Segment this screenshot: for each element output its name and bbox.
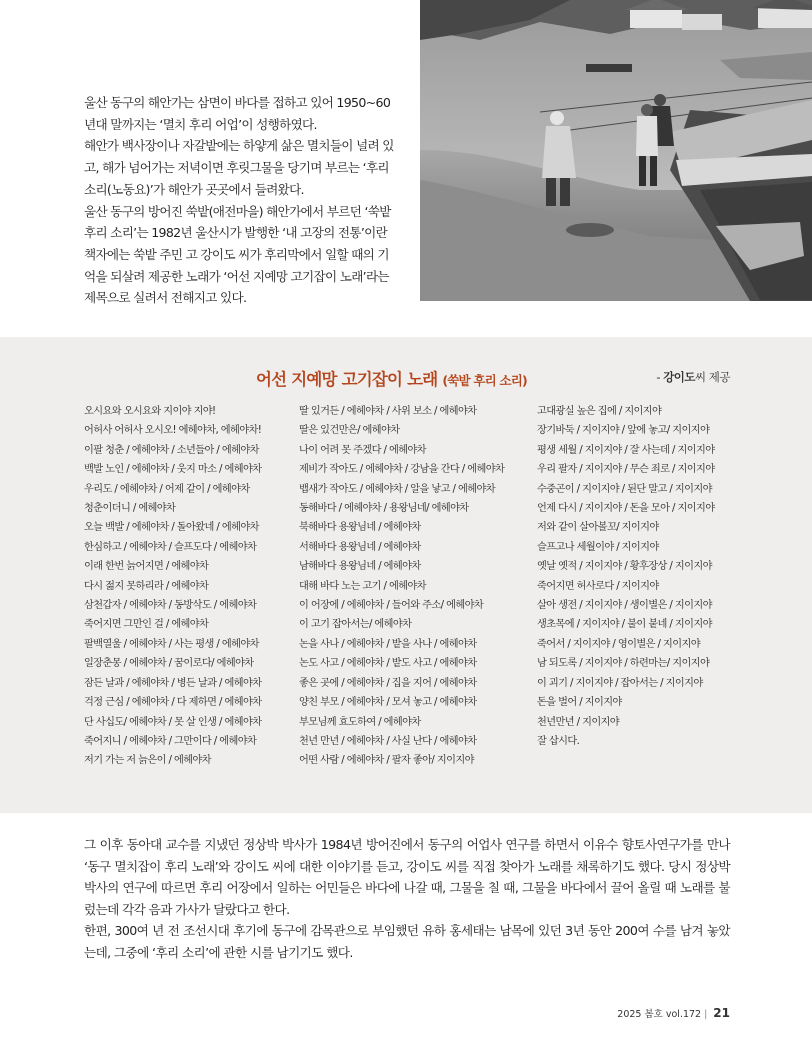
- lyric-line: 잘 삽시다.: [537, 735, 580, 747]
- lyric-line: 양친 부모 / 에헤야차 / 모셔 놓고 / 에헤야차: [299, 697, 477, 709]
- lyric-line: 북해바다 용왕님네 / 에헤야차: [299, 522, 421, 534]
- lyric-line: 우리도 / 에헤야차 / 어제 같이 / 에헤야차: [84, 483, 250, 495]
- lyric-line: 슬프고나 세월이야 / 지이지야: [537, 541, 659, 553]
- lyric-line: 일장춘몽 / 에헤야차 / 꿈이로다/ 에헤야차: [84, 658, 254, 670]
- outro-text: [84, 834, 730, 964]
- lyric-line: 죽어지니 / 에헤야차 / 그만이다 / 에헤야차: [84, 735, 257, 747]
- lyric-line: 평생 세월 / 지이지야 / 잘 사는데 / 지이지야: [537, 444, 715, 456]
- lyric-line: 어허사 어허사 오시오! 에헤야차, 에헤야차!: [84, 425, 262, 437]
- page-footer: [617, 1006, 730, 1020]
- lyric-line: 논도 사고 / 에헤야차 / 밭도 사고 / 에헤야차: [299, 658, 477, 670]
- lyric-line: 언제 다시 / 지이지야 / 돈을 모아 / 지이지야: [537, 503, 715, 515]
- lyric-line: 어떤 사람 / 에헤야차 / 팔자 좋아/ 지이지야: [299, 755, 474, 767]
- lyric-line: 서해바다 용왕님네 / 에헤야차: [299, 541, 421, 553]
- lyric-line: 백발 노인 / 에헤야차 / 웃지 마소 / 에헤야차: [84, 464, 262, 476]
- lyric-line: 이 어장에 / 에헤야차 / 들어와 주소/ 에헤야차: [299, 600, 484, 612]
- footer-separator: |: [704, 1009, 708, 1020]
- lyric-line: 동해바다 / 에헤야차 / 용왕님네/ 에헤야차: [299, 503, 469, 515]
- lyric-line: 오늘 백발 / 에헤야차 / 돌아왔네 / 에헤야차: [84, 522, 259, 534]
- song-credit: [656, 369, 730, 385]
- lyrics-column-1: [84, 402, 274, 771]
- lyric-line: 걱정 근심 / 에헤야차 / 다 제하면 / 에헤야차: [84, 697, 262, 709]
- lyric-line: 죽어지면 그만인 걸 / 에헤야차: [84, 619, 209, 631]
- lyric-line: 천년만년 / 지이지야: [537, 716, 620, 728]
- credit-suffix: 씨 제공: [695, 370, 730, 384]
- lyric-line: 제비가 작아도 / 에헤야차 / 강남을 간다 / 에헤야차: [299, 464, 505, 476]
- outro-paragraph-1: 그 이후 동아대 교수를 지냈던 정상박 박사가 1984년 방어진에서 동구의 어업사 연구를 하면서 이유수 향토사연구가를 만나 ‘동구 멸치잡이 후리 노래’와 강이도 씨에 대한 이야기를 듣고, 강이도 씨를 직접 찾아가 노래를 채록하기도 했다. 당시 정상박 박사의 연구에 따르면 후리 어장에서 일하는 어민들은 바다에 나갈 때, 그물을 칠 때, 그물을 바다에서 끌어 올릴 때 노래를 불렀는데 각각 음과 가사가 달랐다고 한다.: [84, 837, 730, 917]
- lyric-line: 죽어지면 허사로다 / 지이지야: [537, 580, 659, 592]
- lyric-line: 우리 팔자 / 지이지야 / 무슨 죄로 / 지이지야: [537, 464, 715, 476]
- lyric-line: 딸은 있건만은/ 에헤야차: [299, 425, 400, 437]
- lyric-line: 잠든 날과 / 에헤야차 / 병든 날과 / 에헤야차: [84, 677, 262, 689]
- lyric-line: 이팔 청춘 / 에헤야차 / 소년들아 / 에헤야차: [84, 444, 259, 456]
- lyric-line: 돈을 벌어 / 지이지야: [537, 697, 622, 709]
- intro-paragraph-1: 울산 동구의 해안가는 삼면이 바다를 접하고 있어 1950~60년대 말까지는 ‘멸치 후리 어업’이 성행하였다.: [84, 95, 391, 132]
- lyric-line: 고대광실 높은 집에 / 지이지야: [537, 406, 662, 417]
- issue-label: 2025 봄호 vol.172: [617, 1009, 702, 1020]
- lyric-line: 청춘이더니 / 에헤야차: [84, 503, 176, 515]
- lyric-line: 나이 어려 못 주겠다 / 에헤야차: [299, 444, 426, 456]
- song-title-main: 어선 지예망 고기잡이 노래: [256, 370, 438, 389]
- lyric-line: 오시요와 오시요와 지이야 지야!: [84, 406, 216, 417]
- lyric-line: 뱁새가 작아도 / 에헤야차 / 알을 낳고 / 에헤야차: [299, 483, 495, 495]
- lyric-line: 저기 가는 저 늙은이 / 에헤야차: [84, 755, 211, 767]
- lyric-line: 수중곤이 / 지이지야 / 된단 말고 / 지이지야: [537, 483, 712, 495]
- lyric-line: 살아 생전 / 지이지야 / 생이별은 / 지이지야: [537, 600, 712, 612]
- lyric-line: 딸 있거든 / 에헤야차 / 사위 보소 / 에헤야차: [299, 406, 477, 417]
- lyric-line: 이 괴기 / 지이지야 / 잡아서는 / 지이지야: [537, 677, 703, 689]
- lyric-line: 장기바둑 / 지이지야 / 앞에 놓고/ 지이지야: [537, 425, 710, 437]
- fishing-photo: [420, 0, 812, 301]
- intro-paragraph-3: 울산 동구의 방어진 쑥밭(애전마을) 해안가에서 부르던 ‘쑥밭 후리 소리’는 1982년 울산시가 발행한 ‘내 고장의 전통’이란 책자에는 쑥밭 주민 고 강이도 씨가 후리막에서 일할 때의 기억을 되살려 제공한 노래가 ‘어선 지예망 고기잡이 노래’라는 제목으로 실려서 전해지고 있다.: [84, 203, 391, 306]
- lyric-line: 팔백열울 / 에헤야차 / 사는 평생 / 에헤야차: [84, 638, 259, 650]
- lyric-line: 남해바다 용왕님네 / 에헤야차: [299, 561, 421, 573]
- page-number: 21: [713, 1006, 730, 1020]
- lyric-line: 옛날 옛적 / 지이지야 / 황후장상 / 지이지야: [537, 561, 712, 573]
- fishing-photo-illustration: [420, 0, 812, 301]
- lyrics-column-3: [537, 402, 737, 751]
- intro-text: [84, 92, 400, 309]
- lyric-line: 천년 만년 / 에헤야차 / 사실 난다 / 에헤야차: [299, 735, 477, 747]
- lyric-line: 한심하고 / 에헤야차 / 슬프도다 / 에헤야차: [84, 541, 257, 553]
- lyric-line: 생초목에 / 지이지야 / 불이 붙네 / 지이지야: [537, 619, 712, 631]
- song-title: [256, 366, 527, 390]
- lyric-line: 논을 사나 / 에헤야차 / 밭을 사나 / 에헤야차: [299, 638, 477, 650]
- lyric-line: 죽어서 / 지이지야 / 영이별은 / 지이지야: [537, 638, 700, 650]
- lyrics-column-2: [299, 402, 519, 771]
- lyric-line: 이래 한번 늙어지면 / 에헤야차: [84, 561, 209, 573]
- credit-name: 강이도: [663, 370, 696, 384]
- outro-paragraph-2: 한편, 300여 년 전 조선시대 후기에 동구에 감목관으로 부임했던 유하 홍세태는 남목에 있던 3년 동안 200여 수를 남겨 놓았는데, 그중에 ‘후리 소리’에 관한 시를 남기기도 했다.: [84, 923, 730, 960]
- lyric-line: 다시 젊지 못하리라 / 에헤야차: [84, 580, 209, 592]
- lyric-line: 삼천갑자 / 에헤야차 / 동방삭도 / 에헤야차: [84, 600, 257, 612]
- credit-prefix: -: [656, 370, 664, 384]
- lyric-line: 대해 바다 노는 고기 / 에헤야차: [299, 580, 426, 592]
- lyric-line: 단 사십도/ 에헤야차 / 못 살 인생 / 에헤야차: [84, 716, 262, 728]
- lyric-line: 부모님께 효도하여 / 에헤야차: [299, 716, 421, 728]
- lyric-line: 좋은 곳에 / 에헤야차 / 집을 지어 / 에헤야차: [299, 677, 477, 689]
- song-subtitle: (쑥밭 후리 소리): [442, 373, 527, 388]
- intro-paragraph-2: 해안가 백사장이나 자갈밭에는 하얗게 삶은 멸치들이 널려 있고, 해가 넘어가는 저녁이면 후릿그물을 당기며 부르는 ‘후리 소리(노동요)’가 해안가 곳곳에서 들려왔다.: [84, 138, 394, 197]
- lyric-line: 저와 같이 살아볼꼬/ 지이지야: [537, 522, 659, 534]
- lyric-line: 남 되도록 / 지이지야 / 하련마는/ 지이지야: [537, 658, 710, 670]
- lyric-line: 이 고기 잡아서는/ 에헤야차: [299, 619, 412, 631]
